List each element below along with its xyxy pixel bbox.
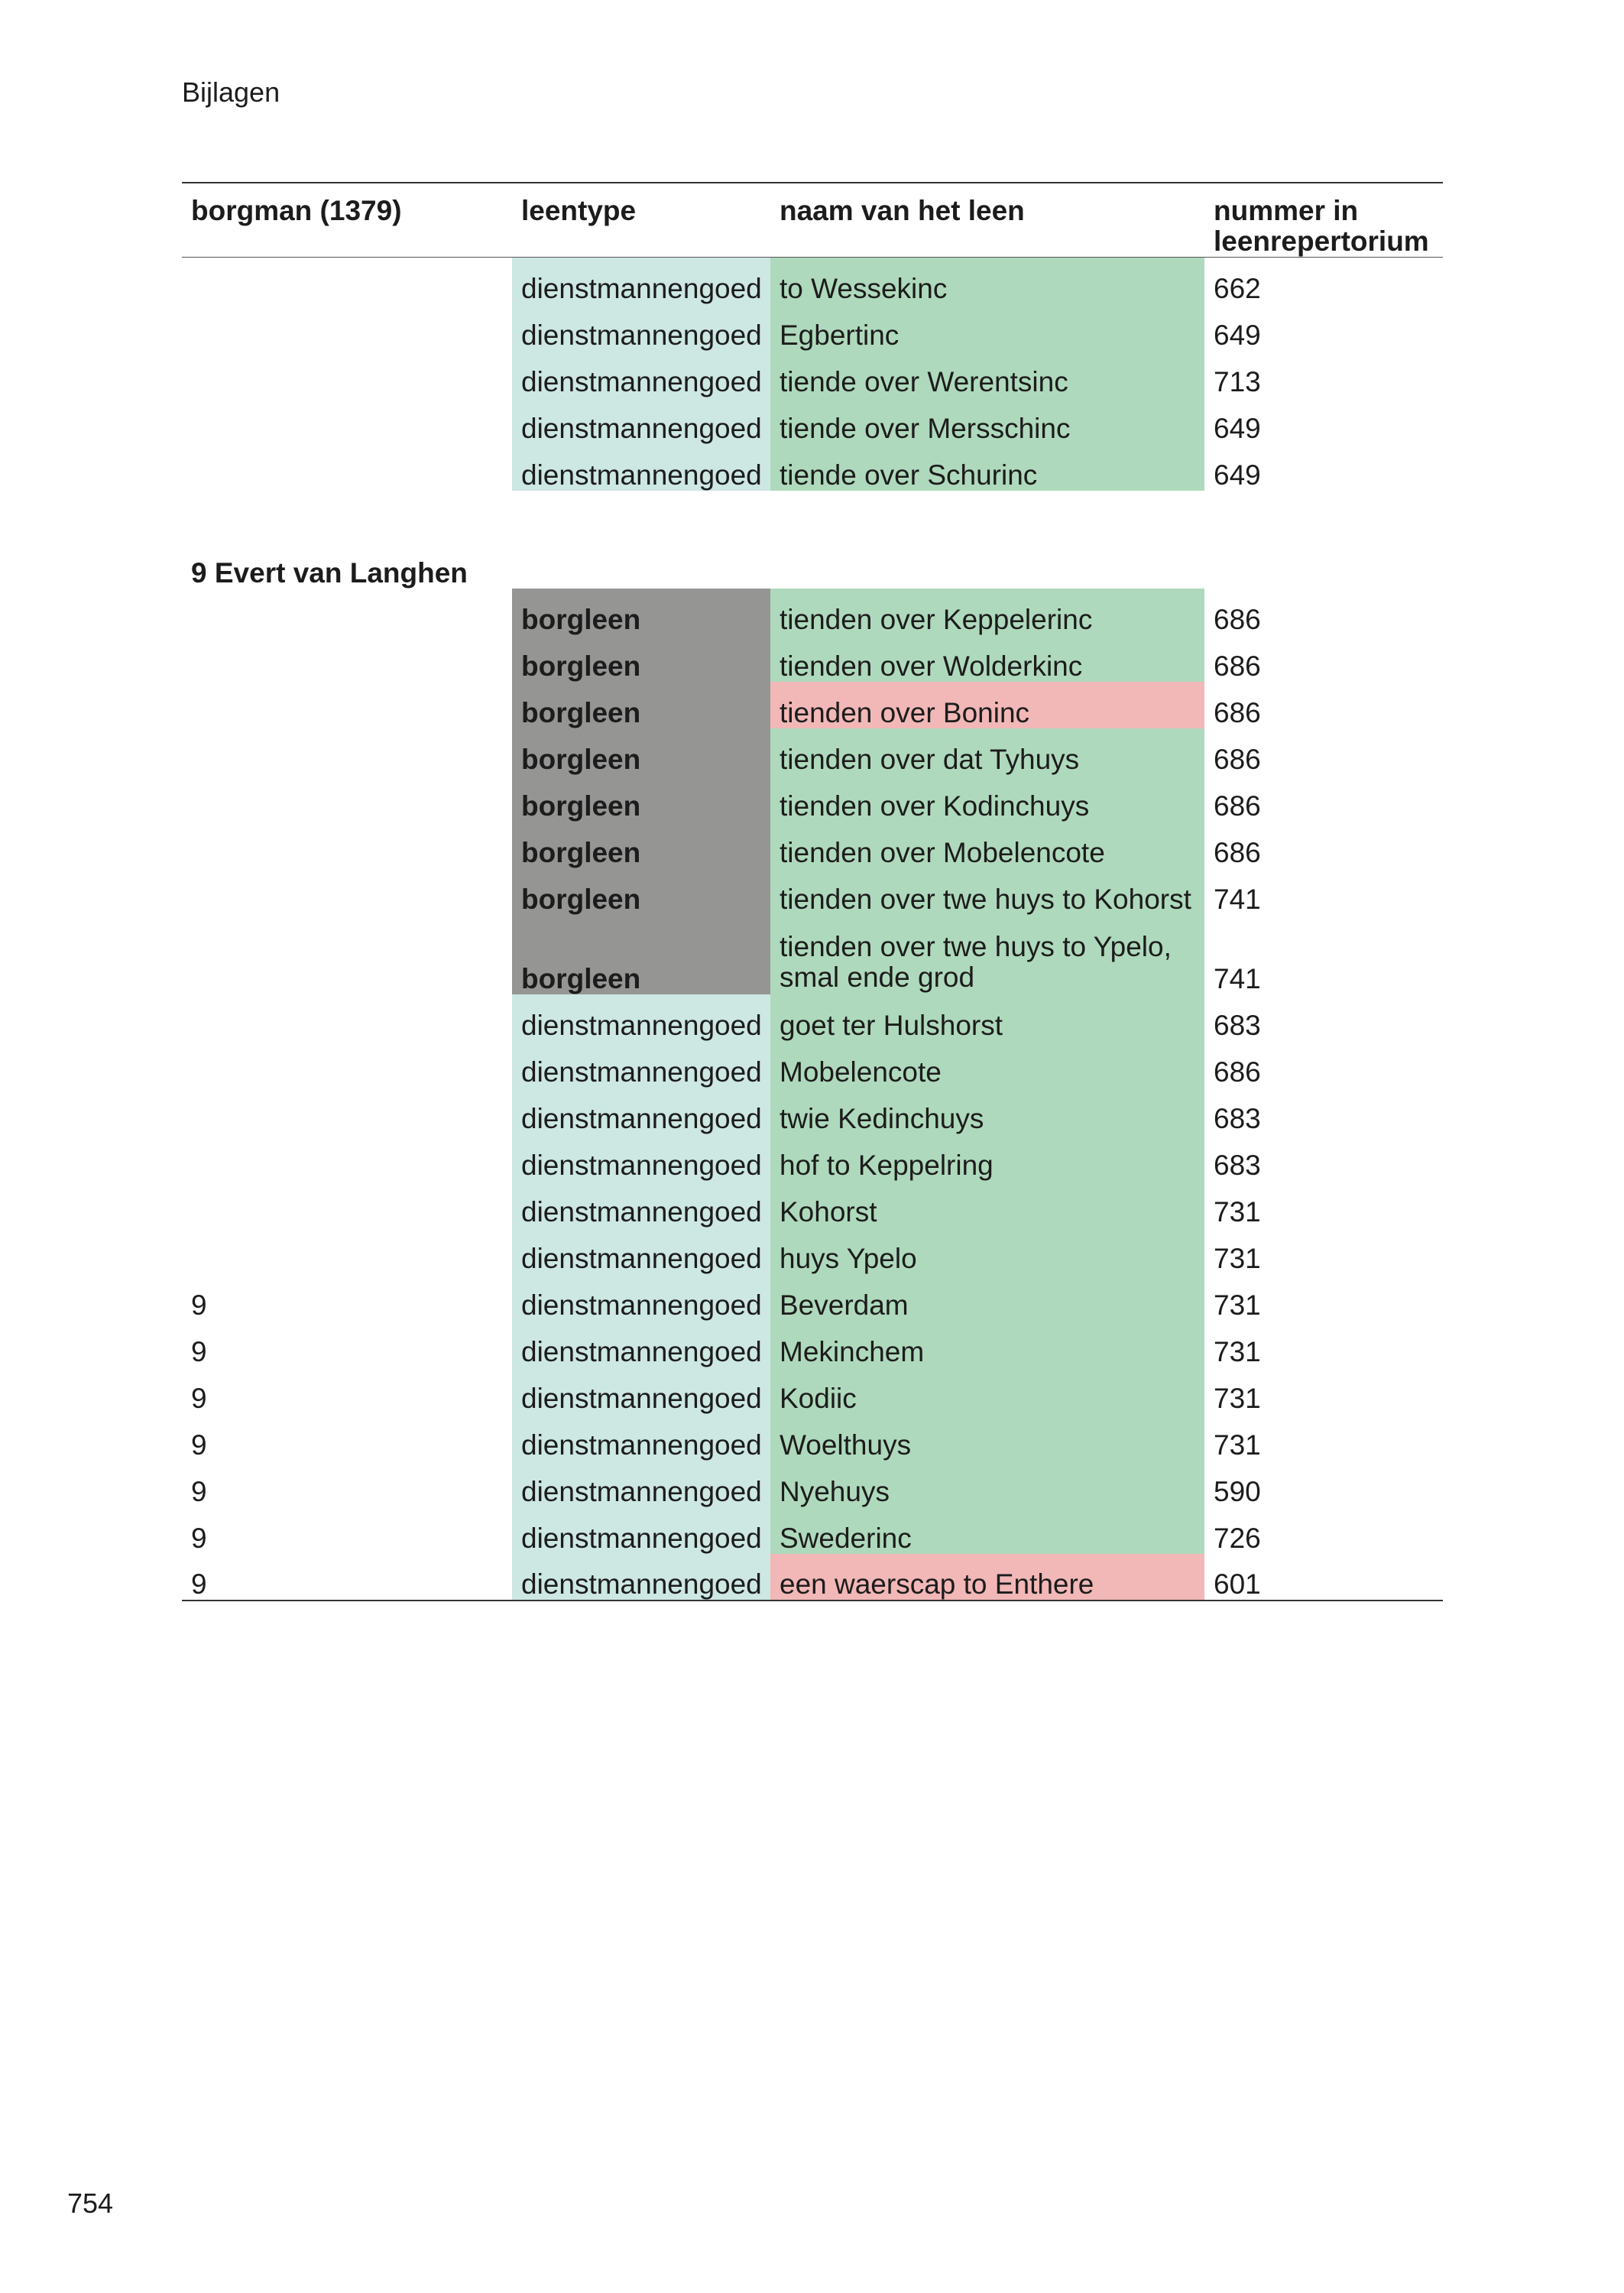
cell-borgman: 9 [191,1522,207,1554]
cell-naam: Beverdam [770,1274,1204,1321]
table-row [182,1041,1443,1088]
cell-leentype: dienstmannengoed [512,397,770,444]
cell-nummer: 731 [1214,1195,1261,1228]
section-label: 9 Evert van Langhen [191,556,468,589]
cell-nummer: 590 [1214,1475,1261,1507]
cell-nummer: 731 [1214,1242,1261,1274]
cell-nummer: 686 [1214,603,1261,635]
cell-borgman [182,1181,512,1228]
cell-leentype: dienstmannengoed [512,1507,770,1554]
table-row [182,1088,1443,1134]
cell-leentype: dienstmannengoed [512,1321,770,1367]
cell-leentype: borgleen [512,915,770,994]
cell-borgman [182,822,512,868]
table-row [182,1181,1443,1228]
page-number: 754 [67,2188,114,2219]
cell-naam: tienden over twe huys to Kohorst [770,868,1204,915]
cell-naam: tiende over Mersschinc [770,397,1204,444]
cell-leentype: dienstmannengoed [512,994,770,1041]
table-row [182,915,1443,994]
cell-leentype: dienstmannengoed [512,1181,770,1228]
cell-nummer: 731 [1214,1335,1261,1367]
cell-nummer: 686 [1214,790,1261,822]
table-row [182,1507,1443,1554]
cell-leentype: borgleen [512,589,770,635]
cell-leentype: dienstmannengoed [512,1367,770,1414]
cell-borgman [182,915,512,994]
cell-naam: Woelthuys [770,1414,1204,1461]
cell-borgman [182,635,512,682]
cell-leentype: dienstmannengoed [512,1414,770,1461]
cell-borgman [182,351,512,397]
cell-borgman [182,1041,512,1088]
cell-naam: tienden over Boninc [770,682,1204,728]
cell-naam: hof to Keppelring [770,1134,1204,1181]
cell-borgman [182,304,512,351]
table-row [182,397,1443,444]
table-row [182,1321,1443,1367]
header-naam: naam van het leen [770,183,1204,258]
table-row [182,1274,1443,1321]
table-row [182,351,1443,397]
cell-borgman [182,397,512,444]
cell-naam: huys Ypelo [770,1228,1204,1274]
table-row [182,258,1443,304]
table-row [182,304,1443,351]
cell-nummer: 649 [1214,459,1261,491]
table-row [182,1134,1443,1181]
cell-naam: tiende over Werentsinc [770,351,1204,397]
cell-leentype: borgleen [512,728,770,775]
cell-naam: Kohorst [770,1181,1204,1228]
cell-leentype: dienstmannengoed [512,1088,770,1134]
cell-nummer: 683 [1214,1149,1261,1181]
table-row [182,775,1443,822]
cell-borgman: 9 [191,1335,207,1367]
cell-nummer: 686 [1214,836,1261,868]
cell-borgman [182,258,512,304]
cell-borgman: 9 [191,1289,207,1321]
table-header-row [182,183,1443,258]
spacer-row [182,491,1443,543]
cell-borgman [182,994,512,1041]
cell-leentype: borgleen [512,775,770,822]
cell-naam: tienden over Keppelerinc [770,589,1204,635]
cell-borgman [182,1228,512,1274]
cell-borgman [182,682,512,728]
header-leentype: leentype [512,183,770,258]
cell-naam: Nyehuys [770,1461,1204,1507]
table-row [182,822,1443,868]
cell-leentype: dienstmannengoed [512,1554,770,1601]
cell-nummer: 713 [1214,365,1261,397]
cell-borgman [182,444,512,491]
cell-nummer: 731 [1214,1289,1261,1321]
cell-borgman: 9 [191,1382,207,1414]
cell-leentype: dienstmannengoed [512,351,770,397]
table-row [182,1554,1443,1601]
leen-table [182,182,1443,1601]
cell-nummer: 601 [1204,1554,1443,1601]
running-head: Bijlagen [182,76,280,108]
cell-nummer: 649 [1214,412,1261,444]
cell-nummer: 741 [1214,962,1261,994]
cell-naam: tiende over Schurinc [770,444,1204,491]
cell-leentype: dienstmannengoed [512,1134,770,1181]
cell-naam: Kodiic [770,1367,1204,1414]
cell-nummer: 662 [1214,272,1261,304]
cell-nummer: 686 [1214,1056,1261,1088]
cell-nummer: 683 [1214,1102,1261,1134]
cell-borgman [182,1134,512,1181]
cell-leentype: dienstmannengoed [512,258,770,304]
cell-leentype: dienstmannengoed [512,1228,770,1274]
cell-leentype: dienstmannengoed [512,1461,770,1507]
cell-naam: goet ter Hulshorst [770,994,1204,1041]
cell-nummer: 731 [1214,1382,1261,1414]
cell-borgman [182,775,512,822]
table-row [182,1461,1443,1507]
table-row [182,994,1443,1041]
cell-naam: tienden over twe huys to Ypelo, smal ende grod [770,915,1204,994]
table-row [182,635,1443,682]
cell-borgman: 9 [191,1429,207,1461]
cell-nummer: 686 [1214,743,1261,775]
cell-borgman: 9 [191,1475,207,1507]
header-nummer: nummer in leenrepertorium [1204,183,1443,258]
cell-leentype: dienstmannengoed [512,1041,770,1088]
section-row [182,543,1443,589]
cell-naam: twie Kedinchuys [770,1088,1204,1134]
table-row [182,682,1443,728]
cell-nummer: 741 [1214,883,1261,915]
header-borgman: borgman (1379) [182,183,512,258]
cell-naam: Mekinchem [770,1321,1204,1367]
table-row [182,1228,1443,1274]
cell-nummer: 726 [1214,1522,1261,1554]
cell-leentype: dienstmannengoed [512,1274,770,1321]
cell-leentype: borgleen [512,682,770,728]
table-row [182,1414,1443,1461]
cell-naam: tienden over dat Tyhuys [770,728,1204,775]
cell-leentype: borgleen [512,822,770,868]
cell-naam: Swederinc [770,1507,1204,1554]
cell-nummer: 683 [1214,1009,1261,1041]
cell-naam: Egbertinc [770,304,1204,351]
cell-naam: een waerscap to Enthere [770,1554,1204,1601]
cell-borgman: 9 [182,1554,512,1601]
cell-borgman [182,728,512,775]
cell-leentype: dienstmannengoed [512,304,770,351]
cell-naam: tienden over Wolderkinc [770,635,1204,682]
table-row [182,868,1443,915]
table-row [182,444,1443,491]
cell-leentype: borgleen [512,868,770,915]
cell-nummer: 649 [1214,319,1261,351]
cell-nummer: 686 [1214,696,1261,728]
cell-naam: tienden over Mobelencote [770,822,1204,868]
cell-borgman [182,868,512,915]
cell-leentype: borgleen [512,635,770,682]
cell-nummer: 731 [1214,1429,1261,1461]
cell-borgman [182,1088,512,1134]
table-row [182,1367,1443,1414]
cell-naam: to Wessekinc [770,258,1204,304]
cell-nummer: 686 [1214,650,1261,682]
cell-naam: tienden over Kodinchuys [770,775,1204,822]
cell-borgman [182,589,512,635]
table-row [182,728,1443,775]
cell-leentype: dienstmannengoed [512,444,770,491]
cell-naam: Mobelencote [770,1041,1204,1088]
table-row [182,589,1443,635]
